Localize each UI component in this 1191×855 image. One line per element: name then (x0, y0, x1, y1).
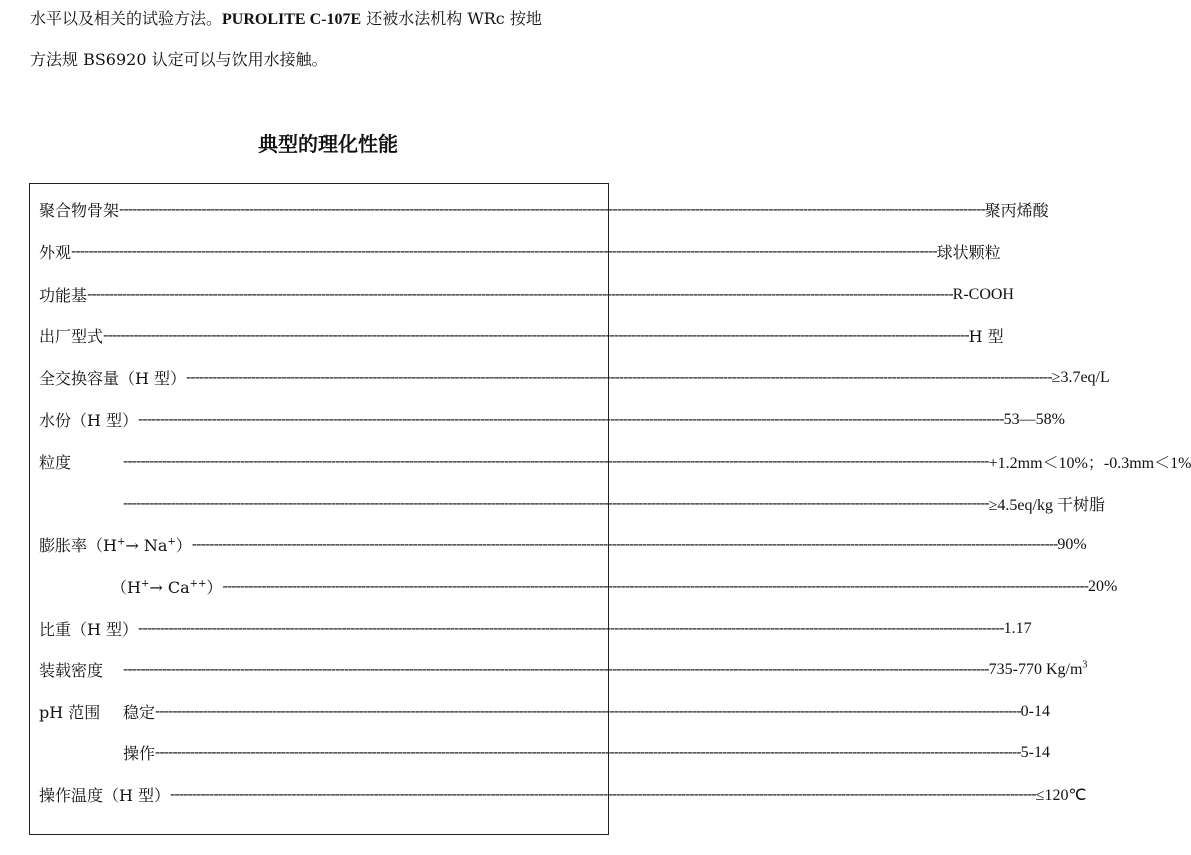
property-row-particle-capacity (39, 492, 1105, 515)
property-label: 全交换容量（H 型） (39, 369, 187, 388)
leader-dashes: -------------------------------------------------------------------------------------------------------------------------------------------------------------------------------------------------------- (123, 452, 989, 470)
property-label: 功能基 (39, 286, 88, 305)
leader-dashes: -------------------------------------------------------------------------------------------------------------------------------------------------------------------------------------------------------- (103, 326, 969, 344)
property-row-swelling-ca (39, 575, 1118, 598)
leader-dashes: -------------------------------------------------------------------------------------------------------------------------------------------------------------------------------------------------------- (138, 410, 1004, 428)
property-row-swelling-na (39, 533, 1087, 556)
leader-dashes: -------------------------------------------------------------------------------------------------------------------------------------------------------------------------------------------------------- (123, 660, 989, 678)
property-row-moisture (39, 408, 1065, 431)
property-value: 90% (1057, 535, 1087, 553)
property-label: 膨胀率（H+→ Na+） (39, 536, 192, 555)
property-value: 0-14 (1020, 702, 1050, 720)
property-row-particle-size (39, 450, 1191, 473)
property-row-ph-operating (39, 741, 1050, 764)
property-label: 聚合物骨架 (39, 201, 120, 220)
property-value: ≥3.7eq/L (1051, 368, 1110, 386)
section-title: 典型的理化性能 (258, 132, 398, 156)
leader-dashes: -------------------------------------------------------------------------------------------------------------------------------------------------------------------------------------------------------- (138, 619, 1004, 637)
property-label: 外观 (39, 243, 72, 262)
property-row-shipping-density (39, 658, 1088, 681)
intro-line-2: 方法规 BS6920 认定可以与饮用水接触。 (30, 50, 328, 69)
leader-dashes: -------------------------------------------------------------------------------------------------------------------------------------------------------------------------------------------------------- (123, 494, 989, 512)
property-label: 水份（H 型） (39, 411, 139, 430)
property-value: ≥4.5eq/kg 干树脂 (988, 497, 1105, 514)
leader-dashes: -------------------------------------------------------------------------------------------------------------------------------------------------------------------------------------------------------- (170, 785, 1036, 803)
property-sublabel: 操作 (123, 744, 156, 763)
leader-dashes: -------------------------------------------------------------------------------------------------------------------------------------------------------------------------------------------------------- (222, 577, 1089, 595)
property-value: 5-14 (1020, 743, 1050, 761)
leader-dashes: -------------------------------------------------------------------------------------------------------------------------------------------------------------------------------------------------------- (119, 200, 985, 218)
property-value: +1.2mm＜10%；-0.3mm＜1% (988, 455, 1191, 472)
leader-dashes: -------------------------------------------------------------------------------------------------------------------------------------------------------------------------------------------------------- (191, 535, 1058, 553)
leader-dashes: -------------------------------------------------------------------------------------------------------------------------------------------------------------------------------------------------------- (186, 368, 1052, 386)
property-label: 操作温度（H 型） (39, 786, 171, 805)
intro-line-1 (30, 11, 640, 28)
property-value: 1.17 (1003, 619, 1032, 637)
property-value: ≤120℃ (1035, 786, 1087, 804)
property-row-specific-gravity (39, 617, 1032, 640)
property-value: 735-770 $Kg/m^3$ (988, 659, 1088, 678)
property-row-appearance (39, 240, 1001, 263)
property-row-ph-stable (39, 700, 1050, 723)
property-label: 粒度 (39, 453, 72, 472)
property-label: pH 范围 (39, 703, 101, 722)
leader-dashes: -------------------------------------------------------------------------------------------------------------------------------------------------------------------------------------------------------- (155, 702, 1021, 720)
property-value: 球状颗粒 (936, 243, 1001, 262)
property-value: R-COOH (952, 285, 1014, 303)
property-value: 20% (1088, 577, 1118, 595)
property-label: 比重（H 型） (39, 620, 139, 639)
property-label: 出厂型式 (39, 327, 104, 346)
product-name: PUROLITE C-107E (222, 11, 362, 28)
property-label: （H+→ Ca++） (111, 578, 223, 597)
property-value: H 型 (968, 327, 1004, 346)
property-row-skeleton (39, 198, 1049, 221)
intro-text: 水平以及相关的试验方法。 (30, 9, 223, 28)
property-value: 聚丙烯酸 (984, 201, 1049, 220)
leader-dashes: -------------------------------------------------------------------------------------------------------------------------------------------------------------------------------------------------------- (87, 285, 953, 303)
leader-dashes: -------------------------------------------------------------------------------------------------------------------------------------------------------------------------------------------------------- (155, 743, 1021, 761)
property-row-capacity (39, 366, 1110, 389)
intro-text: 还被水法机构 WRc 按地 (361, 9, 542, 28)
leader-dashes: -------------------------------------------------------------------------------------------------------------------------------------------------------------------------------------------------------- (71, 242, 937, 260)
property-sublabel: 稳定 (123, 703, 156, 722)
property-row-ionic-form (39, 324, 1004, 347)
property-row-operating-temperature (39, 783, 1087, 806)
property-value: 53—58% (1003, 410, 1065, 428)
property-label: 装载密度 (39, 661, 104, 680)
property-row-functional-group (39, 283, 1014, 306)
